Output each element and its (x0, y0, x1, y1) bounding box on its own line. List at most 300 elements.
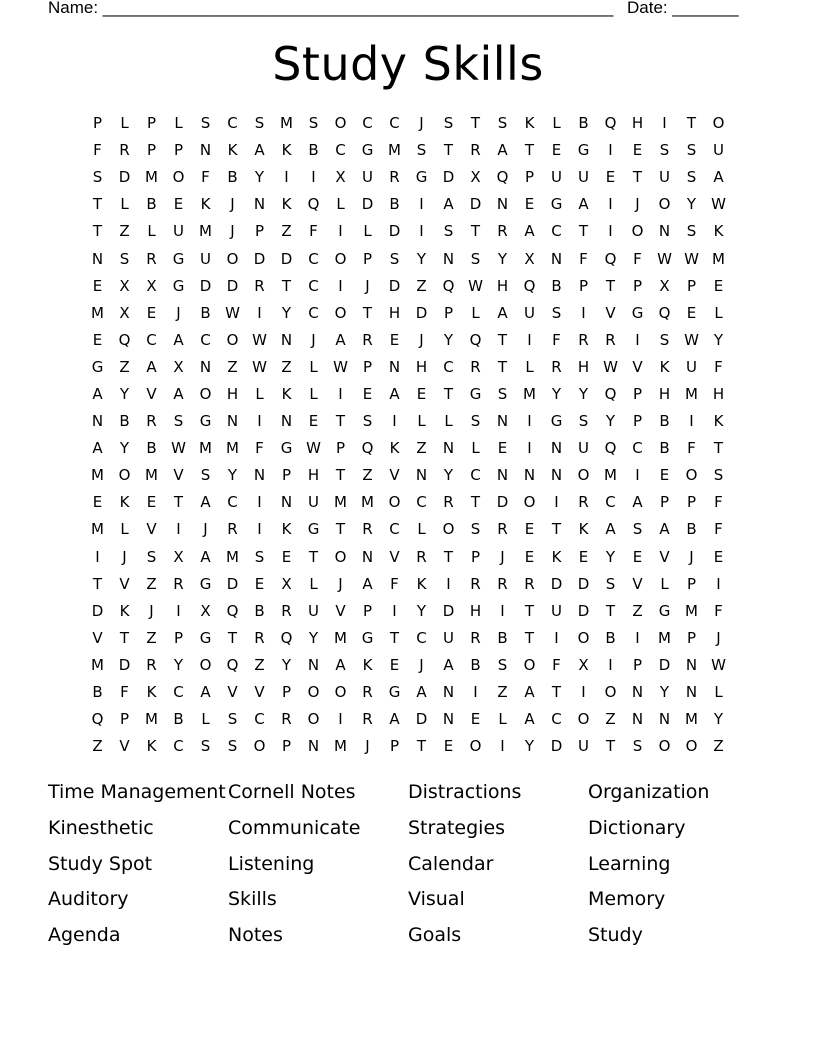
grid-letter: S (200, 114, 211, 133)
grid-letter: S (146, 547, 157, 566)
grid-letter: Y (524, 737, 535, 756)
grid-letter: I (176, 520, 181, 539)
grid-letter: D (388, 222, 401, 241)
grid-letter: I (284, 168, 289, 187)
grid-letter: P (578, 276, 589, 295)
grid-letter: P (632, 655, 643, 674)
grid-letter: Q (604, 384, 617, 403)
grid-letter: A (497, 303, 508, 322)
grid-letter: U (362, 168, 373, 187)
grid-letter: E (470, 710, 481, 729)
grid-letter: R (497, 222, 508, 241)
grid-letter: O (577, 710, 590, 729)
grid-letter: I (581, 683, 586, 702)
grid-letter: J (689, 547, 694, 566)
grid-letter: G (199, 628, 212, 647)
grid-letter: D (496, 493, 509, 512)
grid-letter: I (500, 737, 505, 756)
grid-row (84, 191, 732, 218)
grid-letter: E (605, 168, 616, 187)
grid-letter: A (362, 574, 373, 593)
grid-letter: D (469, 195, 482, 214)
grid-letter: X (173, 357, 184, 376)
grid-letter: A (443, 655, 454, 674)
grid-letter: U (200, 249, 211, 268)
grid-letter: Y (254, 168, 265, 187)
grid-letter: X (281, 574, 292, 593)
grid-letter: N (388, 357, 401, 376)
grid-letter: G (172, 276, 185, 295)
word-list-item: Goals (408, 924, 462, 947)
grid-letter: Z (281, 222, 292, 241)
grid-letter: E (659, 466, 670, 485)
grid-letter: N (91, 412, 104, 431)
grid-letter: F (390, 574, 399, 593)
grid-letter: I (527, 439, 532, 458)
grid-letter: E (254, 574, 265, 593)
grid-letter: T (335, 412, 346, 431)
word-list-item: Distractions (408, 781, 522, 803)
grid-letter: M (334, 493, 347, 512)
grid-letter: V (659, 547, 670, 566)
grid-letter: A (173, 384, 184, 403)
grid-letter: K (281, 195, 292, 214)
grid-letter: B (92, 683, 103, 702)
grid-letter: O (685, 737, 698, 756)
grid-letter: N (685, 655, 698, 674)
grid-letter: A (389, 710, 400, 729)
grid-letter: V (146, 520, 157, 539)
grid-letter: T (362, 303, 373, 322)
grid-letter: F (93, 141, 102, 160)
word-search-grid (84, 110, 732, 760)
grid-letter: N (658, 710, 671, 729)
grid-letter: O (523, 655, 536, 674)
grid-letter: D (658, 655, 671, 674)
grid-letter: E (524, 547, 535, 566)
grid-letter: S (497, 114, 508, 133)
grid-letter: E (389, 655, 400, 674)
grid-letter: Q (604, 114, 617, 133)
grid-letter: L (444, 412, 453, 431)
grid-letter: G (388, 683, 401, 702)
grid-letter: L (255, 384, 264, 403)
grid-letter: I (608, 195, 613, 214)
grid-letter: R (578, 330, 589, 349)
word-list-item: Calendar (408, 852, 494, 875)
grid-letter: T (713, 439, 724, 458)
grid-letter: M (685, 601, 698, 620)
grid-letter: R (605, 330, 616, 349)
grid-letter: M (226, 547, 239, 566)
grid-letter: N (550, 439, 563, 458)
grid-letter: V (632, 574, 643, 593)
grid-letter: L (363, 222, 372, 241)
grid-letter: D (442, 168, 455, 187)
grid-letter: K (416, 574, 427, 593)
grid-letter: I (257, 493, 262, 512)
grid-letter: I (257, 412, 262, 431)
grid-letter: U (686, 357, 697, 376)
grid-letter: Q (361, 439, 374, 458)
grid-letter: L (120, 195, 129, 214)
grid-letter: N (685, 683, 698, 702)
grid-letter: N (253, 195, 266, 214)
grid-letter: S (578, 412, 589, 431)
grid-letter: O (577, 466, 590, 485)
grid-letter: S (389, 249, 400, 268)
grid-letter: E (524, 195, 535, 214)
grid-letter: Y (308, 628, 319, 647)
grid-letter: F (687, 439, 696, 458)
grid-letter: Z (227, 357, 238, 376)
grid-letter: T (281, 276, 292, 295)
grid-letter: C (308, 303, 319, 322)
grid-letter: C (362, 114, 373, 133)
grid-letter: O (442, 520, 455, 539)
grid-letter: O (334, 114, 347, 133)
grid-letter: C (173, 683, 184, 702)
grid-letter: F (255, 439, 264, 458)
grid-letter: S (686, 168, 697, 187)
grid-letter: K (227, 141, 238, 160)
grid-letter: I (419, 222, 424, 241)
grid-letter: A (335, 655, 346, 674)
grid-letter: Z (281, 357, 292, 376)
grid-letter: P (524, 168, 535, 187)
grid-letter: W (684, 330, 699, 349)
grid-letter: I (554, 628, 559, 647)
grid-letter: S (227, 737, 238, 756)
grid-letter: B (389, 195, 400, 214)
grid-letter: Y (416, 601, 427, 620)
grid-letter: E (713, 547, 724, 566)
grid-letter: M (523, 384, 536, 403)
grid-letter: R (281, 601, 292, 620)
grid-letter: D (199, 276, 212, 295)
grid-letter: S (92, 168, 103, 187)
grid-letter: S (227, 710, 238, 729)
grid-letter: I (608, 141, 613, 160)
grid-letter: K (119, 601, 130, 620)
word-list-item: Auditory (48, 888, 129, 911)
grid-letter: Q (469, 330, 482, 349)
grid-letter: I (446, 574, 451, 593)
grid-letter: N (91, 249, 104, 268)
word-list-item: Dictionary (588, 816, 686, 839)
grid-letter: Q (307, 195, 320, 214)
grid-letter: U (713, 141, 724, 160)
grid-letter: I (662, 114, 667, 133)
grid-letter: M (604, 466, 617, 485)
word-list-item: Communicate (228, 816, 361, 839)
grid-letter: I (338, 222, 343, 241)
grid-letter: R (470, 141, 481, 160)
grid-letter: O (199, 655, 212, 674)
grid-letter: C (254, 710, 265, 729)
grid-letter: E (92, 276, 103, 295)
grid-letter: T (470, 222, 481, 241)
grid-letter: S (254, 114, 265, 133)
grid-letter: N (253, 466, 266, 485)
grid-letter: U (443, 628, 454, 647)
grid-letter: A (92, 439, 103, 458)
grid-letter: M (712, 249, 725, 268)
grid-letter: X (200, 601, 211, 620)
grid-letter: J (311, 330, 316, 349)
grid-letter: R (524, 574, 535, 593)
grid-letter: H (496, 276, 509, 295)
grid-letter: Y (605, 412, 616, 431)
grid-letter: O (118, 466, 131, 485)
grid-letter: L (417, 520, 426, 539)
grid-letter: E (92, 330, 103, 349)
grid-letter: E (713, 276, 724, 295)
grid-letter: G (280, 439, 293, 458)
grid-letter: Y (686, 195, 697, 214)
grid-letter: T (308, 547, 319, 566)
grid-letter: T (416, 737, 427, 756)
grid-letter: V (146, 384, 157, 403)
grid-letter: R (254, 628, 265, 647)
grid-letter: E (686, 303, 697, 322)
grid-letter: S (173, 412, 184, 431)
grid-letter: W (711, 655, 726, 674)
grid-letter: A (605, 520, 616, 539)
grid-letter: P (443, 303, 454, 322)
grid-letter: I (338, 710, 343, 729)
grid-row (84, 354, 732, 381)
grid-letter: H (631, 114, 644, 133)
grid-letter: S (659, 330, 670, 349)
grid-letter: V (119, 737, 130, 756)
grid-letter: O (334, 683, 347, 702)
grid-letter: K (281, 141, 292, 160)
grid-letter: A (524, 683, 535, 702)
grid-letter: V (173, 466, 184, 485)
grid-letter: A (200, 683, 211, 702)
grid-letter: H (415, 357, 428, 376)
grid-letter: C (470, 466, 481, 485)
grid-row (84, 381, 732, 408)
grid-letter: L (120, 114, 129, 133)
grid-row (84, 300, 732, 327)
grid-letter: L (417, 412, 426, 431)
grid-letter: D (118, 168, 131, 187)
grid-letter: U (173, 222, 184, 241)
grid-letter: Q (226, 601, 239, 620)
grid-letter: V (632, 357, 643, 376)
grid-letter: N (442, 439, 455, 458)
grid-letter: S (632, 737, 643, 756)
grid-letter: Q (604, 439, 617, 458)
grid-row (84, 273, 732, 300)
grid-letter: O (388, 493, 401, 512)
grid-letter: O (604, 683, 617, 702)
grid-letter: A (632, 493, 643, 512)
grid-letter: K (389, 439, 400, 458)
grid-letter: E (173, 195, 184, 214)
grid-letter: K (119, 493, 130, 512)
grid-letter: P (686, 493, 697, 512)
grid-letter: V (92, 628, 103, 647)
grid-letter: U (578, 737, 589, 756)
grid-letter: P (686, 628, 697, 647)
grid-letter: L (714, 683, 723, 702)
grid-letter: M (226, 439, 239, 458)
grid-letter: A (713, 168, 724, 187)
grid-letter: I (473, 683, 478, 702)
grid-letter: D (577, 601, 590, 620)
grid-letter: N (307, 737, 320, 756)
grid-letter: N (442, 683, 455, 702)
grid-letter: N (361, 547, 374, 566)
grid-letter: B (659, 412, 670, 431)
grid-letter: K (281, 384, 292, 403)
grid-letter: O (577, 628, 590, 647)
grid-letter: U (578, 168, 589, 187)
grid-letter: X (524, 249, 535, 268)
grid-letter: Z (146, 628, 157, 647)
grid-letter: J (122, 547, 127, 566)
grid-letter: P (389, 737, 400, 756)
grid-letter: F (714, 357, 723, 376)
grid-letter: I (716, 574, 721, 593)
grid-letter: A (173, 330, 184, 349)
grid-row (84, 733, 732, 760)
grid-letter: F (579, 249, 588, 268)
grid-letter: T (335, 520, 346, 539)
grid-letter: T (686, 114, 697, 133)
grid-letter: B (308, 141, 319, 160)
grid-letter: E (92, 493, 103, 512)
page-title: Study Skills (272, 37, 544, 91)
grid-letter: N (280, 330, 293, 349)
grid-letter: U (551, 168, 562, 187)
grid-letter: R (551, 357, 562, 376)
grid-letter: F (714, 493, 723, 512)
grid-letter: R (146, 249, 157, 268)
grid-letter: T (92, 222, 103, 241)
grid-letter: C (551, 710, 562, 729)
grid-letter: A (524, 222, 535, 241)
grid-letter: B (551, 276, 562, 295)
grid-letter: R (281, 710, 292, 729)
grid-letter: C (389, 520, 400, 539)
grid-letter: T (173, 493, 184, 512)
grid-letter: Y (119, 439, 130, 458)
grid-letter: T (389, 628, 400, 647)
grid-letter: G (172, 249, 185, 268)
grid-letter: V (389, 547, 400, 566)
grid-letter: N (496, 412, 509, 431)
grid-letter: A (146, 357, 157, 376)
grid-letter: C (632, 439, 643, 458)
grid-letter: H (307, 466, 320, 485)
grid-letter: C (389, 114, 400, 133)
grid-letter: R (443, 493, 454, 512)
grid-letter: I (608, 222, 613, 241)
grid-letter: C (416, 628, 427, 647)
grid-letter: Y (443, 330, 454, 349)
grid-letter: N (415, 466, 428, 485)
grid-letter: T (524, 141, 535, 160)
grid-letter: O (658, 195, 671, 214)
grid-letter: M (91, 466, 104, 485)
word-list-item: Study Spot (48, 852, 153, 875)
grid-letter: L (147, 222, 156, 241)
grid-letter: D (91, 601, 104, 620)
grid-letter: P (281, 683, 292, 702)
grid-letter: S (470, 249, 481, 268)
grid-letter: Z (416, 276, 427, 295)
grid-letter: J (338, 574, 343, 593)
grid-letter: Y (227, 466, 238, 485)
grid-row (84, 137, 732, 164)
grid-letter: A (416, 683, 427, 702)
grid-letter: L (174, 114, 183, 133)
grid-letter: I (392, 601, 397, 620)
grid-letter: E (551, 141, 562, 160)
grid-letter: T (119, 628, 130, 647)
grid-letter: K (713, 412, 724, 431)
grid-letter: S (470, 520, 481, 539)
grid-letter: C (335, 141, 346, 160)
grid-letter: N (496, 466, 509, 485)
grid-letter: E (416, 384, 427, 403)
grid-letter: B (173, 710, 184, 729)
grid-letter: E (146, 303, 157, 322)
grid-letter: Y (713, 710, 724, 729)
grid-letter: W (333, 357, 348, 376)
grid-letter: V (119, 574, 130, 593)
grid-letter: P (470, 547, 481, 566)
word-list-item: Strategies (408, 816, 506, 839)
grid-letter: I (392, 412, 397, 431)
grid-letter: N (226, 412, 239, 431)
grid-letter: D (253, 249, 266, 268)
grid-letter: G (577, 141, 590, 160)
grid-letter: G (307, 520, 320, 539)
grid-row (84, 218, 732, 245)
grid-letter: G (658, 601, 671, 620)
grid-letter: A (524, 710, 535, 729)
grid-letter: P (659, 493, 670, 512)
grid-letter: R (470, 357, 481, 376)
grid-letter: D (415, 710, 428, 729)
grid-letter: N (280, 412, 293, 431)
grid-letter: D (226, 276, 239, 295)
word-list-item: Kinesthetic (48, 816, 154, 839)
grid-letter: K (200, 195, 211, 214)
grid-letter: T (632, 168, 643, 187)
grid-letter: D (226, 574, 239, 593)
grid-letter: M (91, 303, 104, 322)
grid-letter: F (552, 330, 561, 349)
grid-letter: T (443, 384, 454, 403)
grid-letter: R (227, 520, 238, 539)
grid-letter: W (657, 249, 672, 268)
grid-letter: N (658, 222, 671, 241)
grid-letter: Q (658, 303, 671, 322)
grid-letter: X (119, 303, 130, 322)
grid-letter: P (362, 357, 373, 376)
grid-letter: I (176, 601, 181, 620)
grid-letter: K (146, 737, 157, 756)
grid-letter: L (309, 357, 318, 376)
grid-letter: R (470, 628, 481, 647)
grid-letter: O (226, 330, 239, 349)
